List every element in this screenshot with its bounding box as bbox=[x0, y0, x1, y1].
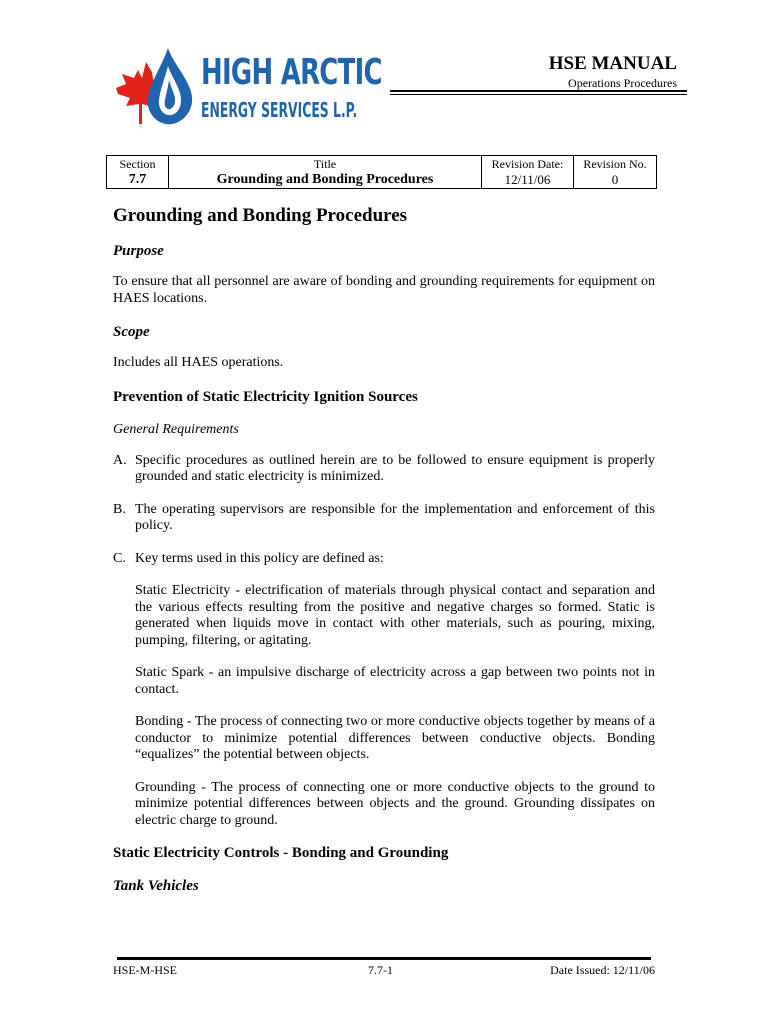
definition-static-electricity bbox=[113, 583, 655, 649]
definition-bonding bbox=[113, 714, 655, 764]
purpose-heading: Purpose bbox=[113, 243, 164, 259]
header-rule-thick bbox=[390, 90, 687, 92]
section-label: Section bbox=[119, 157, 156, 171]
list-item-a bbox=[113, 453, 655, 486]
document-body bbox=[113, 203, 655, 895]
purpose-text: To ensure that all personnel are aware of bonding and grounding requirements for equipment on HAES locations. bbox=[113, 274, 655, 306]
logo-text-line2: ENERGY SERVICES L.P. bbox=[201, 98, 358, 122]
title-value: Grounding and Bonding Procedures bbox=[216, 172, 434, 187]
logo-text-line1: HIGH ARCTIC bbox=[201, 52, 382, 93]
maple-leaf-drop-icon bbox=[112, 44, 202, 128]
section-cell bbox=[107, 156, 169, 189]
list-item-text: Specific procedures as outlined herein are to be followed to ensure equipment is properly grounded and static electricity is minimized. bbox=[135, 452, 655, 484]
document-title: Grounding and Bonding Procedures bbox=[113, 205, 408, 226]
revision-date-label: Revision Date: bbox=[491, 157, 564, 171]
revision-no-cell bbox=[574, 156, 657, 189]
definition-text: Grounding - The process of connecting one or more conductive objects to the ground to minimize potential differences between objects and the ground. Grounding dissipates on electric charge to ground. bbox=[135, 779, 655, 828]
section-value: 7.7 bbox=[128, 172, 147, 187]
footer-date-issued: Date Issued: 12/11/06 bbox=[550, 963, 655, 977]
revision-no-label: Revision No. bbox=[583, 157, 647, 171]
list-item-b bbox=[113, 502, 655, 535]
tank-vehicles-heading: Tank Vehicles bbox=[113, 878, 199, 894]
list-item-label: C. bbox=[113, 550, 126, 566]
list-item-text: The operating supervisors are responsible for the implementation and enforcement of this policy. bbox=[135, 501, 655, 533]
revision-date-cell bbox=[482, 156, 574, 189]
company-logo bbox=[112, 44, 382, 128]
definition-grounding bbox=[113, 780, 655, 830]
header-rule-thin bbox=[390, 94, 687, 95]
revision-no-value: 0 bbox=[611, 172, 619, 187]
manual-subtitle: Operations Procedures bbox=[568, 76, 677, 90]
list-item-label: B. bbox=[113, 501, 126, 517]
list-item-c bbox=[113, 551, 655, 568]
scope-text: Includes all HAES operations. bbox=[113, 355, 284, 370]
manual-title: HSE MANUAL bbox=[548, 53, 677, 74]
definition-static-spark bbox=[113, 665, 655, 698]
list-item-text: Key terms used in this policy are defined as: bbox=[135, 550, 384, 566]
revision-date-value: 12/11/06 bbox=[504, 172, 551, 187]
footer-rule bbox=[117, 957, 651, 960]
controls-heading: Static Electricity Controls - Bonding and Grounding bbox=[113, 845, 449, 861]
title-label: Title bbox=[313, 157, 337, 171]
prevention-heading: Prevention of Static Electricity Ignition Sources bbox=[113, 388, 418, 405]
definition-text: Static Electricity - electrification of materials through physical contact and separation and the various effects resulting from the positive and negative charges so formed. Static is generated when liquids move in contact with other materials, such as pouring, mixing, pumping, filtering, or agitating. bbox=[135, 583, 655, 648]
document-info-table bbox=[106, 155, 657, 189]
general-requirements-heading: General Requirements bbox=[113, 421, 239, 437]
footer-doc-code: HSE-M-HSE bbox=[113, 963, 178, 977]
list-item-label: A. bbox=[113, 452, 127, 468]
title-cell bbox=[169, 156, 482, 189]
footer-page-number: 7.7-1 bbox=[368, 963, 393, 977]
definition-text: Static Spark - an impulsive discharge of electricity across a gap between two points not in contact. bbox=[135, 665, 655, 697]
scope-heading: Scope bbox=[113, 324, 150, 340]
definition-text: Bonding - The process of connecting two or more conductive objects together by means of a conductor to minimize potential differences between conductive objects. Bonding “equalizes” the potential between objects. bbox=[135, 714, 655, 762]
